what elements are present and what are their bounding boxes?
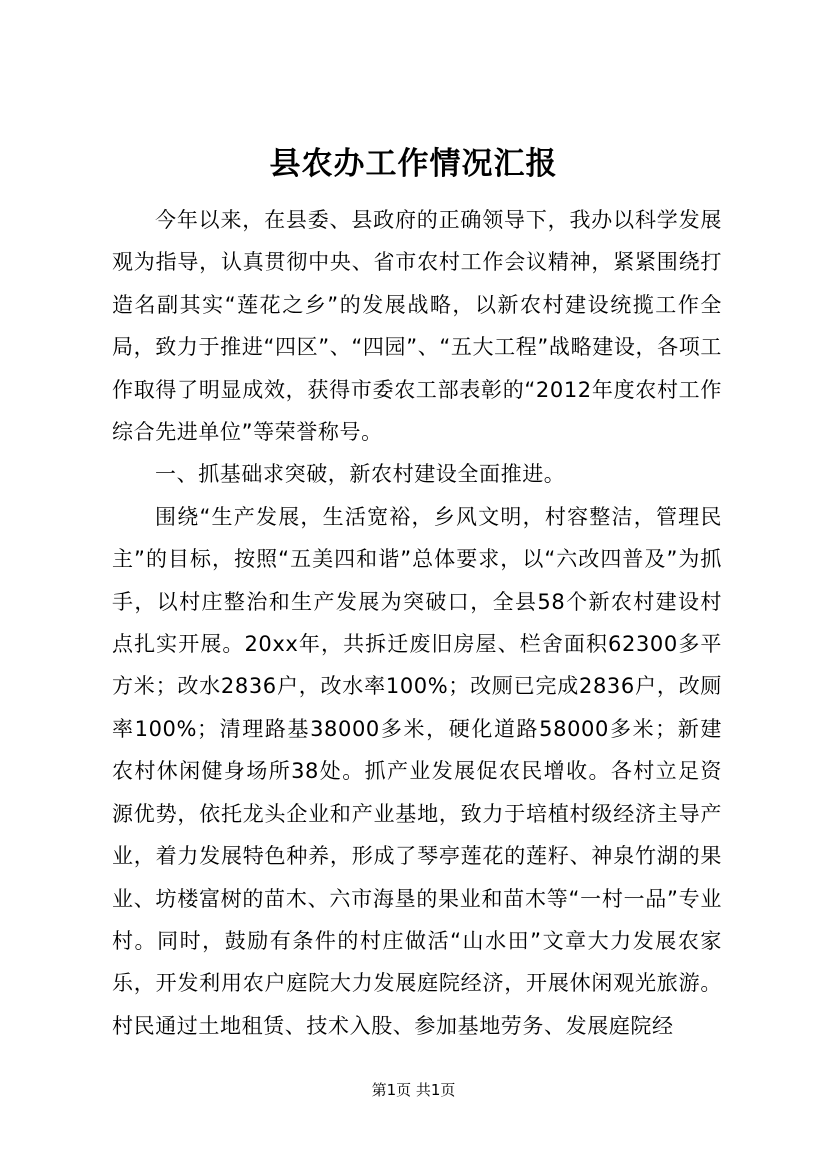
paragraph-section-1: 围绕“生产发展，生活宽裕，乡风文明，村容整洁，管理民主”的目标，按照“五美四和谐”总体要求，以“六改四普及”为抓手，以村庄整治和生产发展为突破口，全县58个新农村建设村点扎实开展。20xx年，共拆迁废旧房屋、栏舍面积62300多平方米；改水2836户，改水率100%；改厕已完成2836户，改厕率100%；清理路基38000多米，硬化道路58000多米；新建农村休闲健身场所38处。抓产业发展促农民增收。各村立足资源优势，依托龙头企业和产业基地，致力于培植村级经济主导产业，着力发展特色种养，形成了琴亭莲花的莲籽、神泉竹湖的果业、坊楼富树的苗木、六市海垦的果业和苗木等“一村一品”专业村。同时，鼓励有条件的村庄做活“山水田”文章大力发展农家乐，开发利用农户庭院大力发展庭院经济，开展休闲观光旅游。村民通过土地租赁、技术入股、参加基地劳务、发展庭院经: [112, 504, 722, 1038]
document-title: 县农办工作情况汇报: [269, 146, 558, 182]
section-heading: 一、抓基础求突破，新农村建设全面推进。: [155, 462, 566, 487]
paragraph-intro: 今年以来，在县委、县政府的正确领导下，我办以科学发展观为指导，认真贯彻中央、省市农村工作会议精神，紧紧围绕打造名副其实“莲花之乡”的发展战略，以新农村建设统揽工作全局，致力于推进“四区”、“四园”、“五大工程”战略建设，各项工作取得了明显成效，获得市委农工部表彰的“2012年度农村工作综合先进单位”等荣誉称号。: [112, 208, 722, 445]
page-footer: 第1页 共1页: [371, 1081, 456, 1099]
document-body: [112, 199, 722, 1047]
